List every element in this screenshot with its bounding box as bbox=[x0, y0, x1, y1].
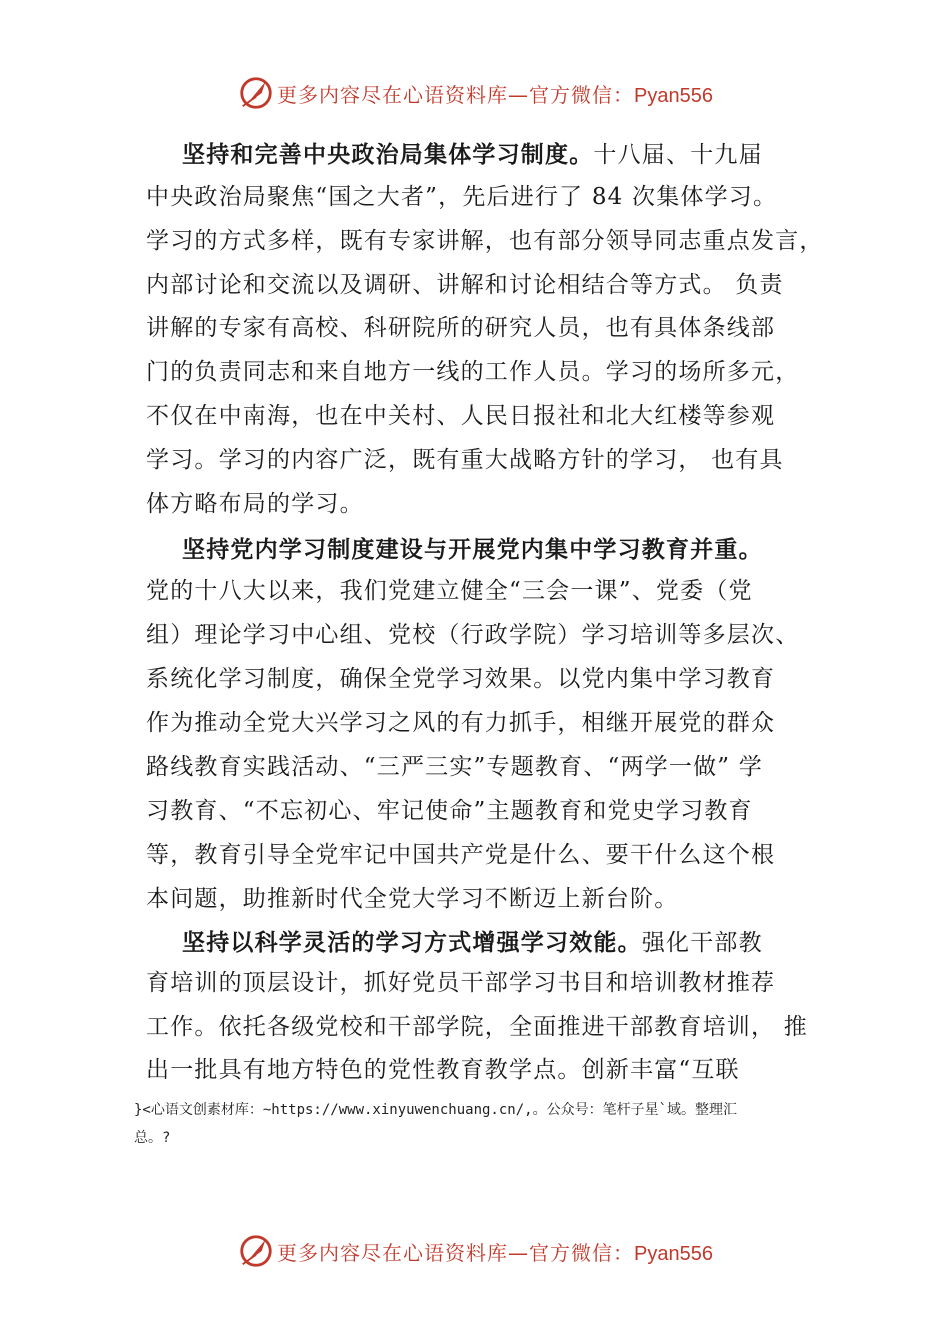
paragraph-3-heading: 坚持以科学灵活的学习方式增强学习效能。 bbox=[182, 930, 642, 956]
header-banner-label: 更多内容尽在心语资料库—官方微信： bbox=[277, 82, 635, 107]
paragraph-3-line: 育培训的顶层设计，抓好党员干部学习书目和培训教材推荐 bbox=[146, 970, 776, 996]
paragraph-3-line: 工作。依托各级党校和干部学院，全面推进干部教育培训， 推 bbox=[146, 1014, 808, 1040]
paragraph-2-line: 等，教育引导全党牢记中国共产党是什么、要干什么这个根 bbox=[146, 842, 776, 868]
paragraph-2-line: 系统化学习制度，确保全党学习效果。以党内集中学习教育 bbox=[146, 666, 776, 692]
paragraph-2-line: 习教育、“不忘初心、牢记使命”主题教育和党史学习教育 bbox=[146, 798, 753, 824]
footer-banner-text bbox=[277, 1237, 713, 1266]
header-banner bbox=[0, 73, 950, 113]
paragraph-2-line: 作为推动全党大兴学习之风的有力抓手，相继开展党的群众 bbox=[146, 710, 776, 736]
header-banner-text bbox=[277, 79, 713, 108]
paragraph-2-line: 组）理论学习中心组、党校（行政学院）学习培训等多层次、 bbox=[146, 622, 800, 648]
header-wechat-id: Pyan556 bbox=[634, 84, 713, 107]
paragraph-2-heading: 坚持党内学习制度建设与开展党内集中学习教育并重。 bbox=[182, 537, 763, 563]
paragraph-1-line: 不仅在中南海，也在中关村、人民日报社和北大红楼等参观 bbox=[146, 403, 776, 429]
source-note-line-2: 总。? bbox=[134, 1130, 171, 1146]
footer-banner-label: 更多内容尽在心语资料库—官方微信： bbox=[277, 1240, 635, 1265]
paragraph-1-line: 中央政治局聚焦“国之大者”，先后进行了 84 次集体学习。 bbox=[146, 184, 778, 210]
paragraph-1-line: 门的负责同志和来自地方一线的工作人员。学习的场所多元， bbox=[146, 359, 800, 385]
paragraph-2-line: 本问题，助推新时代全党大学习不断迈上新台阶。 bbox=[146, 886, 679, 912]
paragraph-3-line-1 bbox=[182, 928, 763, 958]
paragraph-3-line: 出一批具有地方特色的党性教育教学点。创新丰富“互联 bbox=[146, 1057, 740, 1083]
footer-banner bbox=[0, 1231, 950, 1271]
paragraph-2-line: 党的十八大以来，我们党建立健全“三会一课”、党委（党 bbox=[146, 578, 753, 604]
paragraph-1-line: 体方略布局的学习。 bbox=[146, 491, 364, 517]
paragraph-1-heading: 坚持和完善中央政治局集体学习制度。 bbox=[182, 142, 594, 168]
source-note-line-1: }<心语文创素材库：~https://www.xinyuwenchuang.cn/,。公众号：笔杆子星`域。整理汇 bbox=[134, 1102, 738, 1118]
paragraph-3-line-1-text: 强化干部教 bbox=[641, 930, 763, 956]
paragraph-1-line-1-text: 十八届、十九届 bbox=[593, 142, 763, 168]
feather-pen-logo-icon bbox=[237, 1232, 275, 1270]
paragraph-1-line: 内部讨论和交流以及调研、讲解和讨论相结合等方式。 负责 bbox=[146, 272, 784, 298]
paragraph-1-line: 讲解的专家有高校、科研院所的研究人员，也有具体条线部 bbox=[146, 315, 776, 341]
footer-wechat-id: Pyan556 bbox=[634, 1242, 713, 1265]
paragraph-1-line: 学习的方式多样，既有专家讲解，也有部分领导同志重点发言， bbox=[146, 228, 824, 254]
paragraph-1-line: 学习。学习的内容广泛，既有重大战略方针的学习， 也有具 bbox=[146, 447, 784, 473]
feather-pen-logo-icon bbox=[237, 74, 275, 112]
paragraph-1-line-1 bbox=[182, 140, 763, 170]
paragraph-2-line: 路线教育实践活动、“三严三实”专题教育、“两学一做” 学 bbox=[146, 754, 763, 780]
